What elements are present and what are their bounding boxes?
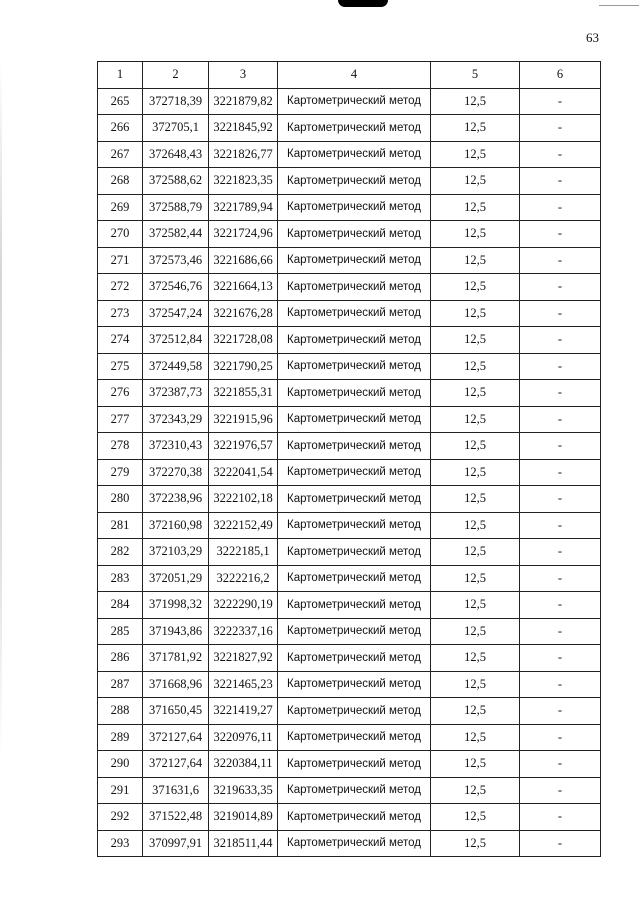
note-cell: -: [520, 406, 601, 433]
accuracy-cell: 12,5: [431, 168, 520, 195]
note-cell: -: [520, 539, 601, 566]
x-coordinate-cell: 372588,62: [143, 168, 209, 195]
table-row: [98, 115, 601, 142]
method-cell: Картометрический метод: [278, 512, 431, 539]
y-coordinate-cell: 3222041,54: [209, 459, 278, 486]
note-cell: -: [520, 168, 601, 195]
method-cell: Картометрический метод: [278, 645, 431, 672]
method-cell: Картометрический метод: [278, 247, 431, 274]
table-row: [98, 194, 601, 221]
table-row: [98, 141, 601, 168]
note-cell: -: [520, 830, 601, 857]
note-cell: -: [520, 141, 601, 168]
accuracy-cell: 12,5: [431, 539, 520, 566]
note-cell: -: [520, 804, 601, 831]
method-cell: Картометрический метод: [278, 698, 431, 725]
note-cell: -: [520, 115, 601, 142]
table-row: [98, 168, 601, 195]
method-cell: Картометрический метод: [278, 777, 431, 804]
accuracy-cell: 12,5: [431, 459, 520, 486]
point-number-cell: 275: [98, 353, 143, 380]
x-coordinate-cell: 371998,32: [143, 592, 209, 619]
scan-corner-mark: [599, 0, 639, 6]
note-cell: -: [520, 327, 601, 354]
y-coordinate-cell: 3221419,27: [209, 698, 278, 725]
y-coordinate-cell: 3221855,31: [209, 380, 278, 407]
note-cell: -: [520, 221, 601, 248]
table-row: [98, 380, 601, 407]
note-cell: -: [520, 698, 601, 725]
y-coordinate-cell: 3219014,89: [209, 804, 278, 831]
method-cell: Картометрический метод: [278, 141, 431, 168]
y-coordinate-cell: 3222337,16: [209, 618, 278, 645]
column-header: 2: [143, 62, 209, 89]
x-coordinate-cell: 372705,1: [143, 115, 209, 142]
page-number: 63: [586, 30, 599, 45]
method-cell: Картометрический метод: [278, 406, 431, 433]
x-coordinate-cell: 371781,92: [143, 645, 209, 672]
note-cell: -: [520, 618, 601, 645]
accuracy-cell: 12,5: [431, 565, 520, 592]
y-coordinate-cell: 3218511,44: [209, 830, 278, 857]
note-cell: -: [520, 88, 601, 115]
accuracy-cell: 12,5: [431, 830, 520, 857]
point-number-cell: 288: [98, 698, 143, 725]
note-cell: -: [520, 274, 601, 301]
table-row: [98, 592, 601, 619]
point-number-cell: 290: [98, 751, 143, 778]
accuracy-cell: 12,5: [431, 353, 520, 380]
y-coordinate-cell: 3221827,92: [209, 645, 278, 672]
x-coordinate-cell: 371631,6: [143, 777, 209, 804]
method-cell: Картометрический метод: [278, 671, 431, 698]
x-coordinate-cell: 372582,44: [143, 221, 209, 248]
method-cell: Картометрический метод: [278, 327, 431, 354]
point-number-cell: 280: [98, 486, 143, 513]
y-coordinate-cell: 3221790,25: [209, 353, 278, 380]
table-row: [98, 830, 601, 857]
y-coordinate-cell: 3221823,35: [209, 168, 278, 195]
y-coordinate-cell: 3221728,08: [209, 327, 278, 354]
table-row: [98, 512, 601, 539]
accuracy-cell: 12,5: [431, 194, 520, 221]
y-coordinate-cell: 3221879,82: [209, 88, 278, 115]
note-cell: -: [520, 247, 601, 274]
table-body: [98, 88, 601, 857]
accuracy-cell: 12,5: [431, 247, 520, 274]
point-number-cell: 273: [98, 300, 143, 327]
table-row: [98, 433, 601, 460]
table-row: [98, 300, 601, 327]
method-cell: Картометрический метод: [278, 618, 431, 645]
point-number-cell: 282: [98, 539, 143, 566]
point-number-cell: 284: [98, 592, 143, 619]
point-number-cell: 279: [98, 459, 143, 486]
column-header: 6: [520, 62, 601, 89]
method-cell: Картометрический метод: [278, 459, 431, 486]
x-coordinate-cell: 371943,86: [143, 618, 209, 645]
method-cell: Картометрический метод: [278, 592, 431, 619]
column-header: 4: [278, 62, 431, 89]
x-coordinate-cell: 372270,38: [143, 459, 209, 486]
accuracy-cell: 12,5: [431, 592, 520, 619]
point-number-cell: 270: [98, 221, 143, 248]
y-coordinate-cell: 3221915,96: [209, 406, 278, 433]
x-coordinate-cell: 371668,96: [143, 671, 209, 698]
table-row: [98, 88, 601, 115]
accuracy-cell: 12,5: [431, 300, 520, 327]
table-row: [98, 247, 601, 274]
accuracy-cell: 12,5: [431, 141, 520, 168]
column-header: 3: [209, 62, 278, 89]
y-coordinate-cell: 3221676,28: [209, 300, 278, 327]
table-row: [98, 724, 601, 751]
x-coordinate-cell: 372547,24: [143, 300, 209, 327]
x-coordinate-cell: 371522,48: [143, 804, 209, 831]
x-coordinate-cell: 372238,96: [143, 486, 209, 513]
point-number-cell: 276: [98, 380, 143, 407]
method-cell: Картометрический метод: [278, 300, 431, 327]
point-number-cell: 293: [98, 830, 143, 857]
accuracy-cell: 12,5: [431, 115, 520, 142]
table-row: [98, 406, 601, 433]
table-row: [98, 777, 601, 804]
method-cell: Картометрический метод: [278, 539, 431, 566]
note-cell: -: [520, 777, 601, 804]
point-number-cell: 278: [98, 433, 143, 460]
note-cell: -: [520, 353, 601, 380]
accuracy-cell: 12,5: [431, 327, 520, 354]
y-coordinate-cell: 3221724,96: [209, 221, 278, 248]
y-coordinate-cell: 3221789,94: [209, 194, 278, 221]
coordinates-table: [97, 61, 601, 857]
y-coordinate-cell: 3220384,11: [209, 751, 278, 778]
y-coordinate-cell: 3219633,35: [209, 777, 278, 804]
accuracy-cell: 12,5: [431, 698, 520, 725]
table-row: [98, 486, 601, 513]
y-coordinate-cell: 3222152,49: [209, 512, 278, 539]
note-cell: -: [520, 645, 601, 672]
x-coordinate-cell: 372127,64: [143, 751, 209, 778]
point-number-cell: 283: [98, 565, 143, 592]
table-row: [98, 353, 601, 380]
point-number-cell: 287: [98, 671, 143, 698]
note-cell: -: [520, 433, 601, 460]
note-cell: -: [520, 512, 601, 539]
point-number-cell: 268: [98, 168, 143, 195]
accuracy-cell: 12,5: [431, 645, 520, 672]
method-cell: Картометрический метод: [278, 221, 431, 248]
y-coordinate-cell: 3221845,92: [209, 115, 278, 142]
scan-artifact: [338, 0, 388, 7]
accuracy-cell: 12,5: [431, 486, 520, 513]
point-number-cell: 266: [98, 115, 143, 142]
note-cell: -: [520, 380, 601, 407]
x-coordinate-cell: 370997,91: [143, 830, 209, 857]
y-coordinate-cell: 3221826,77: [209, 141, 278, 168]
method-cell: Картометрический метод: [278, 168, 431, 195]
note-cell: -: [520, 592, 601, 619]
table-row: [98, 539, 601, 566]
y-coordinate-cell: 3221465,23: [209, 671, 278, 698]
x-coordinate-cell: 372512,84: [143, 327, 209, 354]
accuracy-cell: 12,5: [431, 724, 520, 751]
accuracy-cell: 12,5: [431, 751, 520, 778]
point-number-cell: 281: [98, 512, 143, 539]
x-coordinate-cell: 372718,39: [143, 88, 209, 115]
table-row: [98, 645, 601, 672]
point-number-cell: 277: [98, 406, 143, 433]
method-cell: Картометрический метод: [278, 486, 431, 513]
x-coordinate-cell: 372051,29: [143, 565, 209, 592]
table-row: [98, 565, 601, 592]
scan-edge-mark: [0, 60, 2, 760]
accuracy-cell: 12,5: [431, 433, 520, 460]
method-cell: Картометрический метод: [278, 804, 431, 831]
note-cell: -: [520, 194, 601, 221]
note-cell: -: [520, 565, 601, 592]
y-coordinate-cell: 3221976,57: [209, 433, 278, 460]
table-row: [98, 459, 601, 486]
y-coordinate-cell: 3222102,18: [209, 486, 278, 513]
table-row: [98, 221, 601, 248]
point-number-cell: 286: [98, 645, 143, 672]
y-coordinate-cell: 3220976,11: [209, 724, 278, 751]
x-coordinate-cell: 372127,64: [143, 724, 209, 751]
note-cell: -: [520, 671, 601, 698]
accuracy-cell: 12,5: [431, 671, 520, 698]
note-cell: -: [520, 751, 601, 778]
note-cell: -: [520, 724, 601, 751]
method-cell: Картометрический метод: [278, 115, 431, 142]
accuracy-cell: 12,5: [431, 777, 520, 804]
accuracy-cell: 12,5: [431, 88, 520, 115]
table-header-row: [98, 62, 601, 89]
accuracy-cell: 12,5: [431, 512, 520, 539]
accuracy-cell: 12,5: [431, 804, 520, 831]
point-number-cell: 269: [98, 194, 143, 221]
x-coordinate-cell: 372387,73: [143, 380, 209, 407]
table-row: [98, 327, 601, 354]
point-number-cell: 271: [98, 247, 143, 274]
note-cell: -: [520, 300, 601, 327]
method-cell: Картометрический метод: [278, 565, 431, 592]
x-coordinate-cell: 372310,43: [143, 433, 209, 460]
y-coordinate-cell: 3221686,66: [209, 247, 278, 274]
y-coordinate-cell: 3222185,1: [209, 539, 278, 566]
y-coordinate-cell: 3222216,2: [209, 565, 278, 592]
method-cell: Картометрический метод: [278, 194, 431, 221]
x-coordinate-cell: 372160,98: [143, 512, 209, 539]
method-cell: Картометрический метод: [278, 274, 431, 301]
x-coordinate-cell: 372103,29: [143, 539, 209, 566]
x-coordinate-cell: 372449,58: [143, 353, 209, 380]
table-row: [98, 751, 601, 778]
y-coordinate-cell: 3222290,19: [209, 592, 278, 619]
accuracy-cell: 12,5: [431, 221, 520, 248]
method-cell: Картометрический метод: [278, 433, 431, 460]
method-cell: Картометрический метод: [278, 380, 431, 407]
x-coordinate-cell: 372546,76: [143, 274, 209, 301]
table-row: [98, 671, 601, 698]
method-cell: Картометрический метод: [278, 353, 431, 380]
method-cell: Картометрический метод: [278, 830, 431, 857]
note-cell: -: [520, 459, 601, 486]
x-coordinate-cell: 372573,46: [143, 247, 209, 274]
point-number-cell: 285: [98, 618, 143, 645]
x-coordinate-cell: 371650,45: [143, 698, 209, 725]
point-number-cell: 291: [98, 777, 143, 804]
note-cell: -: [520, 486, 601, 513]
point-number-cell: 274: [98, 327, 143, 354]
table-row: [98, 618, 601, 645]
y-coordinate-cell: 3221664,13: [209, 274, 278, 301]
x-coordinate-cell: 372343,29: [143, 406, 209, 433]
point-number-cell: 292: [98, 804, 143, 831]
accuracy-cell: 12,5: [431, 274, 520, 301]
point-number-cell: 272: [98, 274, 143, 301]
column-header: 5: [431, 62, 520, 89]
x-coordinate-cell: 372588,79: [143, 194, 209, 221]
method-cell: Картометрический метод: [278, 751, 431, 778]
method-cell: Картометрический метод: [278, 88, 431, 115]
accuracy-cell: 12,5: [431, 406, 520, 433]
x-coordinate-cell: 372648,43: [143, 141, 209, 168]
point-number-cell: 289: [98, 724, 143, 751]
table-row: [98, 698, 601, 725]
point-number-cell: 265: [98, 88, 143, 115]
accuracy-cell: 12,5: [431, 380, 520, 407]
method-cell: Картометрический метод: [278, 724, 431, 751]
table-row: [98, 274, 601, 301]
column-header: 1: [98, 62, 143, 89]
accuracy-cell: 12,5: [431, 618, 520, 645]
point-number-cell: 267: [98, 141, 143, 168]
table-row: [98, 804, 601, 831]
